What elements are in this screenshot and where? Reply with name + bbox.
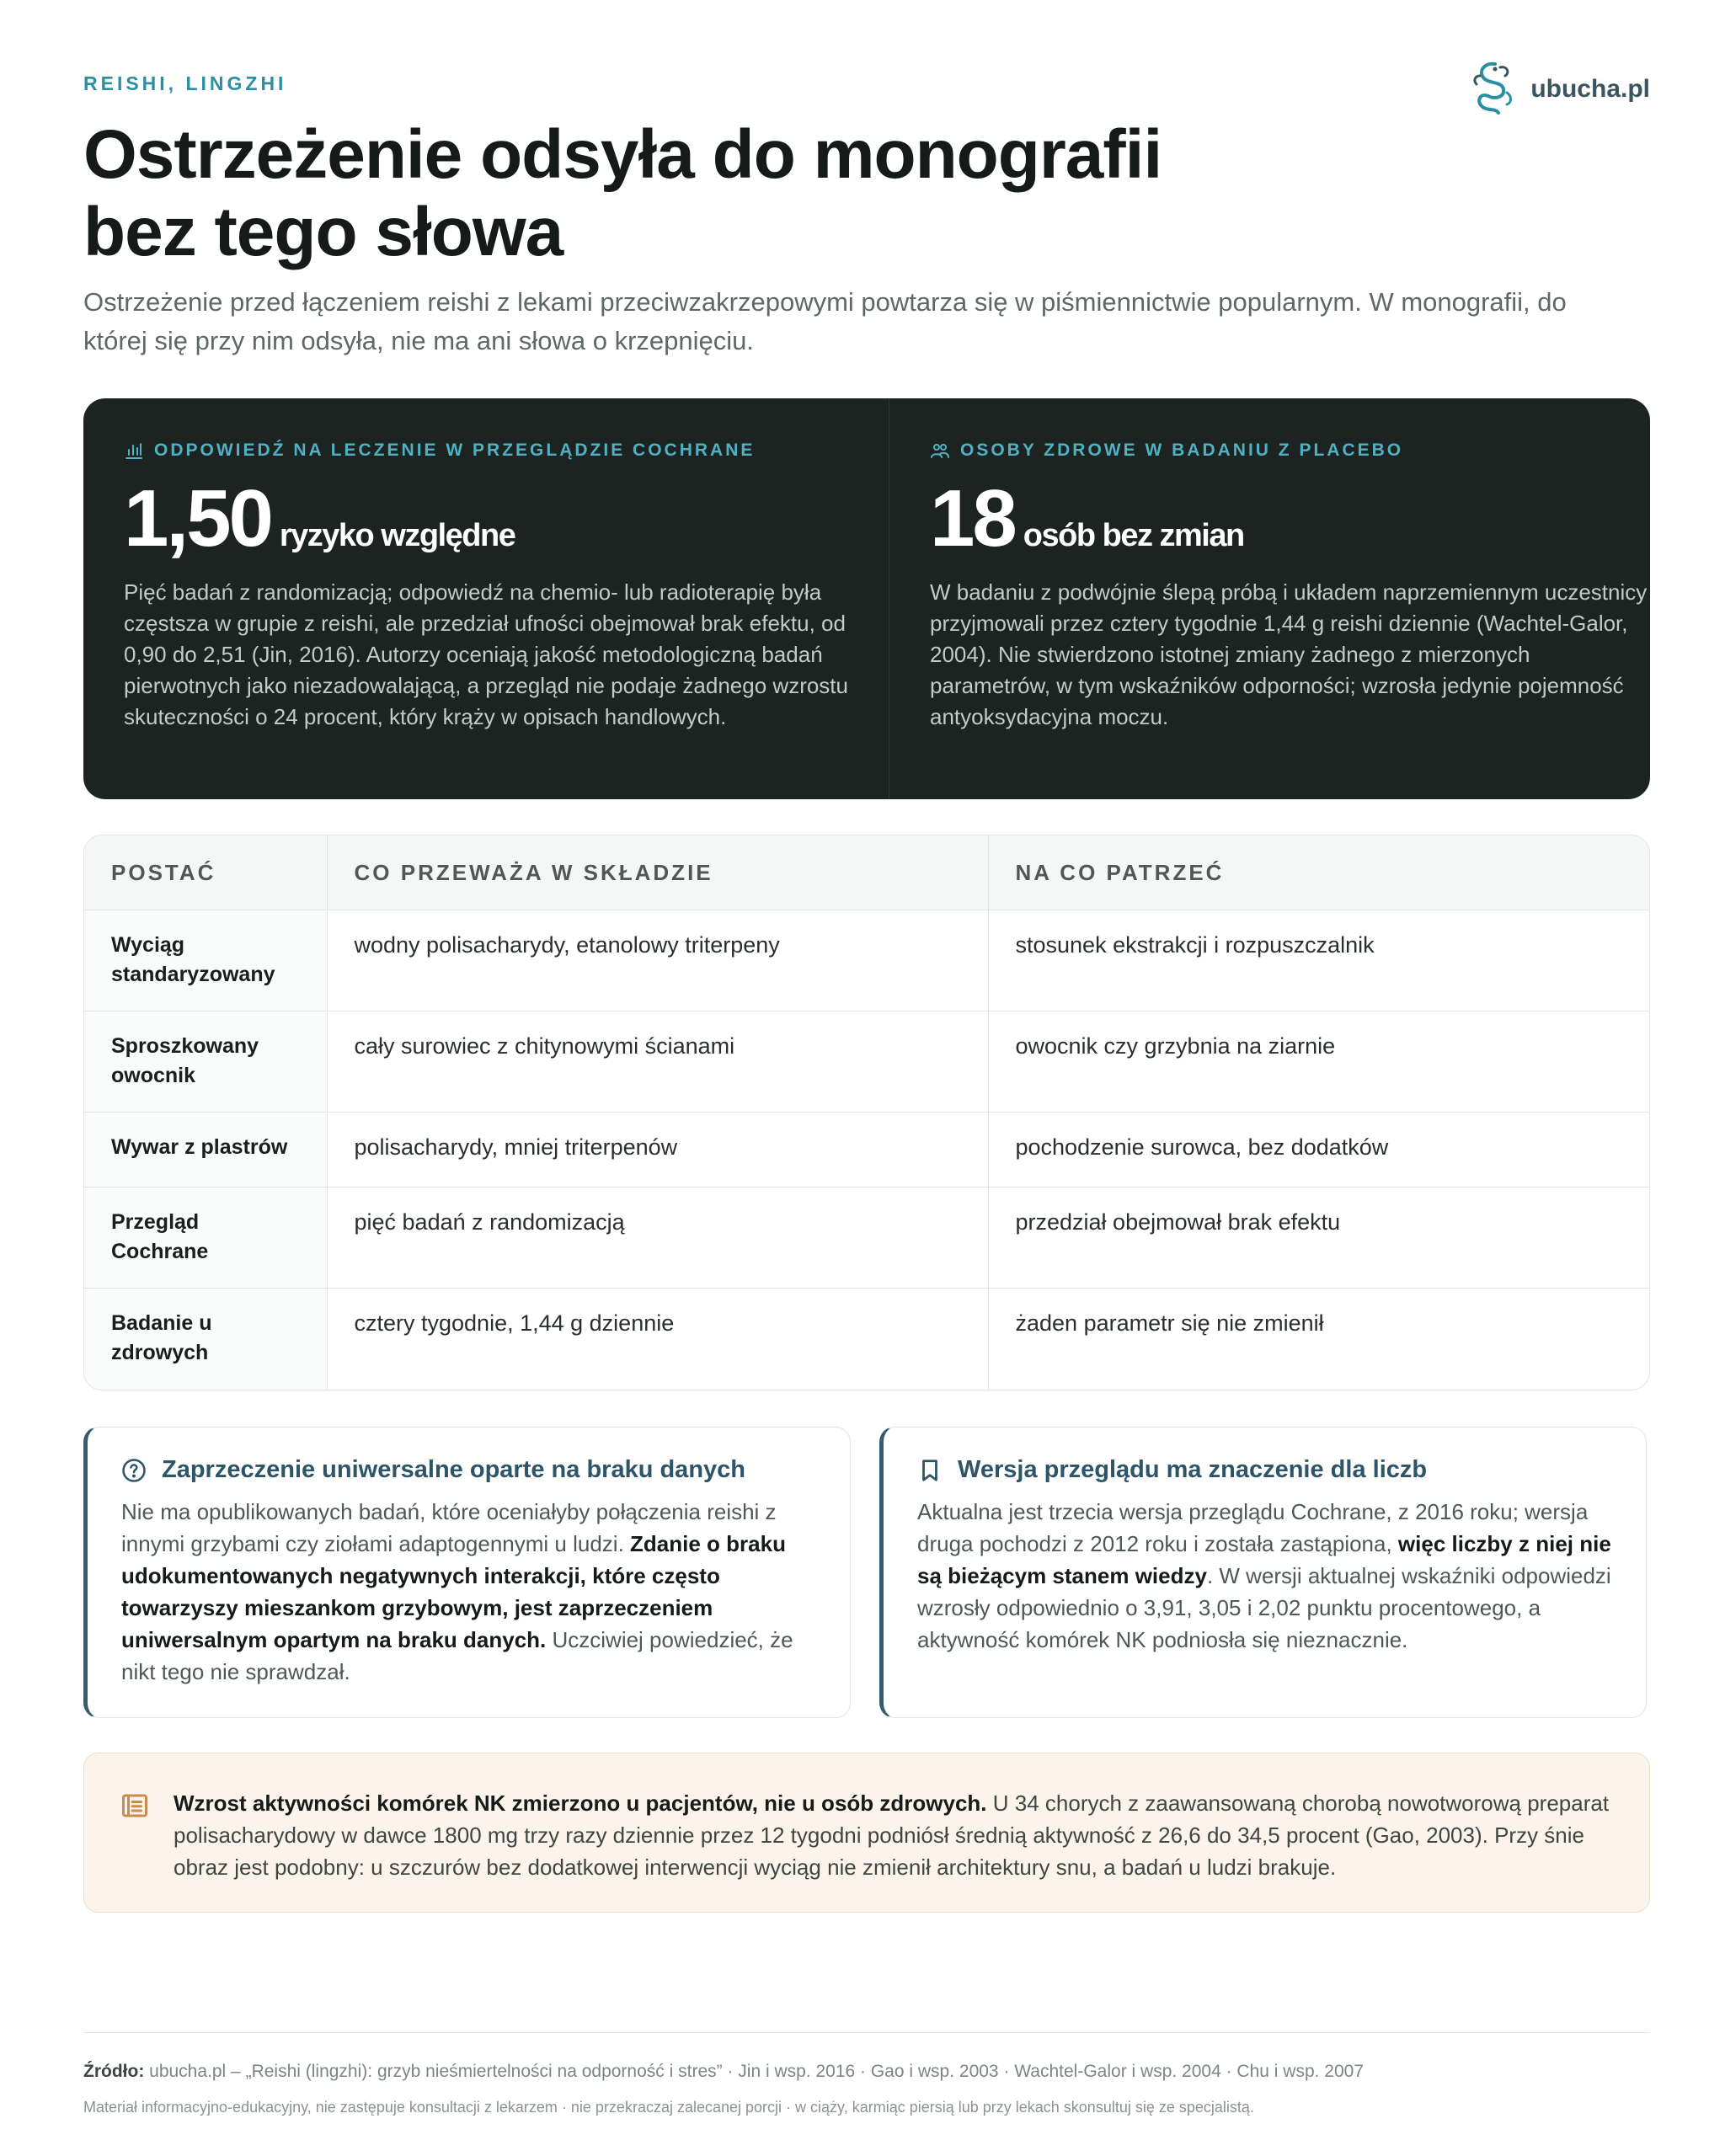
- callout-header: [917, 1456, 1612, 1484]
- table-cell-check: żaden parametr się nie zmienił: [988, 1289, 1649, 1390]
- table-cell-form: Przegląd Cochrane: [84, 1187, 327, 1289]
- stat-label: OSOBY ZDROWE W BADANIU Z PLACEBO: [960, 440, 1404, 460]
- table-cell-composition: wodny polisacharydy, etanolowy triterpeny: [327, 910, 988, 1011]
- callout-text-part: Aktualna jest trzecia wersja przeglądu Cochrane, z 2016 roku; wersja druga pochodzi z 2012 roku i została zastąpiona,: [917, 1499, 1589, 1556]
- table-row: [84, 910, 1649, 1011]
- column-header: NA CO PATRZEĆ: [988, 835, 1649, 910]
- stat-value-row: [930, 472, 1650, 565]
- table-row: [84, 1187, 1649, 1289]
- logo-text: ubucha.pl: [1530, 75, 1650, 103]
- table-cell-composition: pięć badań z randomizacją: [327, 1187, 988, 1289]
- page: [83, 0, 1650, 2156]
- note-text: [174, 1787, 1612, 1912]
- lead-paragraph: Ostrzeżenie przed łączeniem reishi z lekami przeciwzakrzepowymi powtarza się w piśmiennictwie popularnym. W monografii, do której się przy nim odsyła, nie ma ani słowa o krzepnięciu.: [83, 287, 1567, 355]
- table-cell-form: Sproszkowany owocnik: [84, 1011, 327, 1113]
- table-cell-form: Wywar z plastrów: [84, 1113, 327, 1187]
- stat-description: W badaniu z podwójnie ślepą próbą i układem naprzemiennym uczestnicy przyjmowali przez cztery tygodnie 1,44 g reishi dziennie (Wachtel-Galor, 2004). Nie stwierdzono istotnej zmiany żadnego z mierzonych parametrów, w tym wskaźników odporności; wzrosła jedynie pojemność antyoksydacyjna moczu.: [930, 579, 1648, 729]
- note-bold-text: Wzrost aktywności komórek NK zmierzono u pacjentów, nie u osób zdrowych.: [174, 1790, 987, 1816]
- stat-header: [930, 440, 1650, 461]
- callout-review-version: [879, 1427, 1647, 1718]
- table-cell-check: pochodzenie surowca, bez dodatków: [988, 1113, 1649, 1187]
- question-circle-icon: [121, 1458, 147, 1483]
- stat-value: 1,50: [124, 473, 271, 563]
- callout-bold-text: więc liczby z niej nie są bieżącym stanem wiedzy: [917, 1531, 1611, 1588]
- source-text: ubucha.pl – „Reishi (lingzhi): grzyb nieśmiertelności na odporność i stres” · Jin i wsp. 2016 · Gao i wsp. 2003 · Wachtel-Galor i wsp. 2004 · Chu i wsp. 2007: [144, 2062, 1365, 2081]
- bar-chart-icon: [124, 440, 144, 461]
- callout-text: [917, 1496, 1612, 1656]
- stat-value: 18: [930, 473, 1015, 563]
- dragon-logo-icon: [1470, 59, 1515, 120]
- column-header: CO PRZEWAŻA W SKŁADZIE: [327, 835, 988, 910]
- callout-bold-text: Zdanie o braku udokumentowanych negatywnych interakcji, które często towarzyszy mieszankom grzybowym, jest zaprzeczeniem uniwersalnym opartym na braku danych.: [121, 1531, 786, 1652]
- stat-value-row: [124, 472, 848, 565]
- table-cell-check: owocnik czy grzybnia na ziarnie: [988, 1011, 1649, 1113]
- callout-header: [121, 1456, 816, 1484]
- table-cell-composition: cały surowiec z chitynowymi ścianami: [327, 1011, 988, 1113]
- table-cell-composition: polisacharydy, mniej triterpenów: [327, 1113, 988, 1187]
- eyebrow-label: REISHI, LINGZHI: [83, 72, 287, 94]
- people-icon: [930, 440, 950, 461]
- bookmark-icon: [917, 1458, 943, 1483]
- callout-title: Wersja przeglądu ma znaczenie dla liczb: [958, 1456, 1428, 1483]
- callout-text-part: Uczciwiej powiedzieć, że nikt tego nie sprawdzał.: [121, 1627, 793, 1684]
- callout-text: [121, 1496, 816, 1688]
- table-row: [84, 1011, 1649, 1113]
- source-label: Źródło:: [83, 2062, 145, 2081]
- table-cell-form: Wyciąg standaryzowany: [84, 910, 327, 1011]
- callout-text-part: Nie ma opublikowanych badań, które oceniałyby połączenia reishi z innymi grzybami czy ziołami adaptogennymi u ludzi.: [121, 1499, 777, 1556]
- stat-unit: ryzyko względne: [279, 518, 515, 553]
- stat-healthy-placebo: [889, 398, 1650, 799]
- footer-divider: [83, 2032, 1650, 2033]
- stat-cochrane: [83, 398, 889, 799]
- table-cell-composition: cztery tygodnie, 1,44 g dziennie: [327, 1289, 988, 1390]
- callout-universal-negation: [83, 1427, 851, 1718]
- callout-text-part: . W wersji aktualnej wskaźniki odpowiedzi wzrosły odpowiednio o 3,91, 3,05 i 2,02 punktu procentowego, a aktywność komórek NK podniosła się nieznacznie.: [917, 1563, 1611, 1652]
- stat-description: Pięć badań z randomizacją; odpowiedź na chemio- lub radioterapię była częstsza w grupie z reishi, ale przedział ufności obejmował brak efektu, od 0,90 do 2,51 (Jin, 2016). Autorzy oceniają jakość metodologiczną badań pierwotnych jako niezadowalającą, a przegląd nie podaje żadnego wzrostu skuteczności o 24 procent, który krąży w opisach handlowych.: [124, 579, 848, 729]
- table-row: [84, 1289, 1649, 1390]
- stats-panel: [83, 398, 1650, 799]
- page-title: Ostrzeżenie odsyła do monografii bez tego słowa: [83, 116, 1162, 270]
- stat-label: ODPOWIEDŹ NA LECZENIE W PRZEGLĄDZIE COCHRANE: [154, 440, 756, 460]
- nk-note: [83, 1753, 1650, 1913]
- stat-unit: osób bez zmian: [1023, 518, 1244, 553]
- document-icon: [120, 1790, 150, 1821]
- table-cell-check: stosunek ekstrakcji i rozpuszczalnik: [988, 910, 1649, 1011]
- table-row: [84, 1113, 1649, 1187]
- note-text-part: U 34 chorych z zaawansowaną chorobą nowotworową preparat polisacharydowy w dawce 1800 mg trzy razy dziennie przez 12 tygodni podniósł średnią aktywność z 26,6 do 34,5 procent (Gao, 2003). Przy śnie obraz jest podobny: u szczurów bez dodatkowej interwencji wyciąg nie zmienił architektury snu, a badań u ludzi brakuje.: [174, 1790, 1610, 1880]
- forms-table: [83, 835, 1650, 1390]
- source-line: [83, 2062, 1364, 2082]
- table-cell-check: przedział obejmował brak efektu: [988, 1187, 1649, 1289]
- table-cell-form: Badanie u zdrowych: [84, 1289, 327, 1390]
- brand-logo[interactable]: [1470, 59, 1650, 120]
- callout-title: Zaprzeczenie uniwersalne oparte na braku danych: [162, 1456, 745, 1483]
- column-header: POSTAĆ: [84, 835, 327, 910]
- stat-header: [124, 440, 848, 461]
- disclaimer: Materiał informacyjno-edukacyjny, nie zastępuje konsultacji z lekarzem · nie przekraczaj zalecanej porcji · w ciąży, karmiąc piersią lub przy lekach skonsultuj się ze specjalistą.: [83, 2099, 1254, 2116]
